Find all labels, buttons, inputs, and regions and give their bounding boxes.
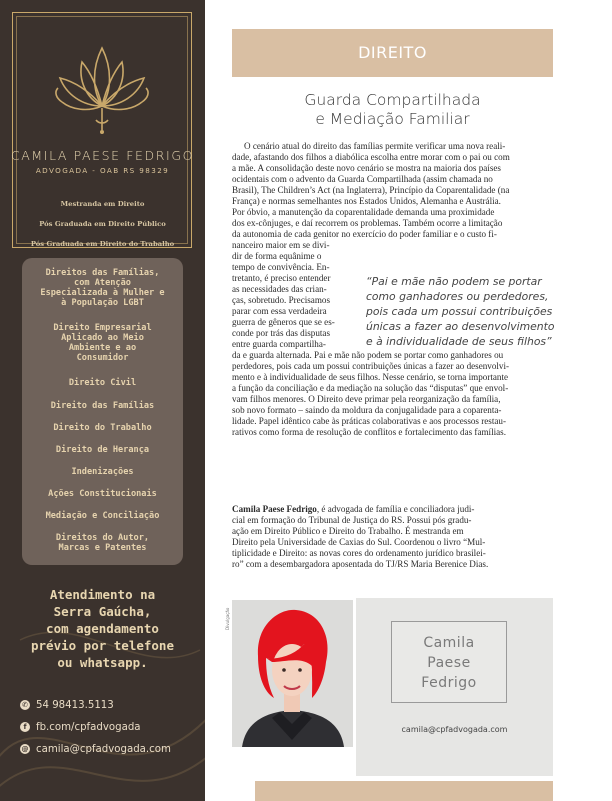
- article-title: [232, 91, 553, 129]
- body-line: dade, afastando dos filhos a diabólica escolha entre morar com o pai ou com: [232, 152, 510, 162]
- body-line: vam filhos menores. O Direito deve primar pela reorganização da família,: [232, 394, 501, 404]
- practice-areas-box: [22, 258, 183, 565]
- practice-area-empresarial: [26, 323, 179, 363]
- footer-accent-bar: [255, 781, 553, 801]
- body-line: rativos como forma de resolução de conflitos e fortalecimento das famílias.: [232, 427, 506, 437]
- body-line: mento e à individualidade de seus filhos. Nesse cenário, se torna importante: [232, 372, 509, 382]
- practice-area-line: Direito das Famílias: [50, 401, 155, 411]
- practice-area-line: Indenizações: [71, 467, 134, 477]
- author-name: [392, 633, 506, 693]
- promo-line: ou whatsapp.: [57, 655, 148, 670]
- appointment-promo: [0, 586, 205, 671]
- pull-quote-line: “Pai e mãe não podem se portar: [366, 275, 542, 288]
- phone-icon: ✆: [20, 700, 30, 710]
- photo-credit: Divulgação: [225, 607, 230, 630]
- body-line: nanceiro maior em se divi-: [232, 240, 330, 250]
- pull-quote-line: pois cada um possui contribuições: [366, 305, 553, 318]
- practice-area-line: Direito Empresarial: [53, 323, 152, 333]
- promo-line: Atendimento na: [49, 587, 156, 602]
- section-title: DIREITO: [358, 43, 427, 62]
- promo-line: Serra Gaúcha,: [53, 604, 152, 619]
- credential-item: Pós Graduada em Direito Público: [39, 220, 166, 228]
- body-line: da autonomia de cada genitor no exercício do poder familiar e o custo fi-: [232, 229, 497, 239]
- bio-line: cial em formação do Tribunal de Justiça do RS. Possui pós gradu-: [232, 515, 472, 525]
- body-line: entre guarda compartilha-: [232, 339, 326, 349]
- body-line: ocidentais com o advento da Guarda Compartilhada (assim chamada no: [232, 174, 493, 184]
- author-name-line: Fedrigo: [421, 675, 477, 691]
- practice-area-line: Ambiente e ao: [68, 343, 137, 353]
- body-line: dos ex-cônjuges, e daí recorrem os problemas. Também ocorre a limitação: [232, 218, 503, 228]
- practice-area-line: Especializada à Mulher e: [40, 288, 165, 298]
- bio-line: tiplicidade e Direito: as novas cores do ordenamento jurídico brasilei-: [232, 548, 486, 558]
- practice-area-line: Mediação e Conciliação: [45, 511, 160, 521]
- body-line: dir de forma equânime o: [232, 251, 322, 261]
- body-line: Brasil), The Children’s Act (na Inglaterra), Princípio da Coparentalidade (na: [232, 185, 510, 195]
- practice-area-line: Direito Civil: [68, 378, 137, 388]
- practice-area-constitucionais: [26, 489, 179, 499]
- contact-facebook[interactable]: [20, 716, 171, 738]
- body-line: O cenário atual do direito das famílias permite verificar uma nova reali-: [244, 141, 506, 151]
- credential-item: Mestranda em Direito: [60, 200, 145, 208]
- contact-phone-text: 54 98413.5113: [36, 699, 114, 711]
- practice-area-mediacao: [26, 511, 179, 521]
- practice-area-line: Direito de Herança: [55, 445, 150, 455]
- body-line: as necessidades das crian-: [232, 284, 327, 294]
- practice-area-line: à População LGBT: [61, 298, 144, 308]
- body-line: França) e normas semelhantes nos Estados Unidos, Alemanha e Austrália.: [232, 196, 501, 206]
- bio-text: , é advogada de família e conciliadora judi-: [316, 504, 475, 514]
- practice-area-autor-marcas: [26, 533, 179, 553]
- practice-area-line: Direitos das Famílias,: [45, 268, 160, 278]
- credential-item: Pós Graduada em Direito do Trabalho: [30, 240, 175, 248]
- body-line: lidade. Papel idêntico cabe às práticas colaborativas e aos processos restau-: [232, 416, 506, 426]
- practice-area-heranca: [26, 445, 179, 455]
- contact-email-text: camila@cpfadvogada.com: [36, 743, 171, 755]
- sidebar: [0, 0, 205, 801]
- lotus-logo-icon: [52, 40, 152, 136]
- bio-line: Direito pela Universidade de Caxias do Sul. Coordenou o livro “Mul-: [232, 537, 486, 547]
- body-line: a mãe. A consolidação deste novo cenário se mostra na maioria dos países: [232, 163, 501, 173]
- practice-area-line: Direito do Trabalho: [53, 423, 152, 433]
- body-line: tempo de convivência. En-: [232, 262, 330, 272]
- body-line: guerra de gêneros que se es-: [232, 317, 335, 327]
- body-line: parar com essa verdadeira: [232, 306, 327, 316]
- contact-facebook-text: fb.com/cpfadvogada: [36, 721, 141, 733]
- author-photo: [232, 600, 353, 747]
- practice-area-line: Marcas e Patentes: [58, 543, 147, 553]
- author-portrait-icon: [232, 600, 353, 747]
- email-icon: @: [21, 745, 29, 753]
- promo-line: prévio por telefone: [31, 638, 174, 653]
- pull-quote-line: e à individualidade de seus filhos”: [366, 335, 552, 348]
- body-line: tretanto, é preciso entender: [232, 273, 331, 283]
- body-line: sob novo formato – saindo da moldura da conjugalidade para a coparenta-: [232, 405, 502, 415]
- body-line: perdedores, pois cada um possui contribuições únicas a fazer ao desenvolvi-: [232, 361, 510, 371]
- practice-area-trabalho: [26, 423, 179, 433]
- author-email-link[interactable]: camila@cpfadvogada.com: [401, 725, 508, 734]
- author-name-box: [391, 621, 507, 703]
- contact-phone[interactable]: [20, 694, 171, 716]
- brand-name: CAMILA PAESE FEDRIGO: [10, 148, 195, 163]
- body-line: Por óbvio, a manutenção da coparentalidade demanda uma proximidade: [232, 207, 495, 217]
- article-title-line: Guarda Compartilhada: [304, 91, 481, 109]
- pull-quote-line: como ganhadores ou perdedores,: [366, 290, 549, 303]
- contact-email[interactable]: [20, 738, 171, 760]
- bio-line: ro” com a desembargadora aposentada do TJ/RS Maria Berenice Dias.: [232, 559, 489, 569]
- facebook-icon: f: [20, 722, 30, 732]
- practice-area-familias: [26, 401, 179, 411]
- contact-list: [20, 694, 171, 760]
- bio-line: [232, 504, 474, 515]
- author-name-line: Paese: [427, 655, 471, 671]
- body-line: a função da conciliação e da mediação na solução das “disputas” que envol-: [232, 383, 509, 393]
- practice-area-line: Ações Constitucionais: [48, 489, 157, 499]
- practice-area-indenizacoes: [26, 467, 179, 477]
- practice-area-line: Direitos do Autor,: [55, 533, 150, 543]
- body-line: ças, sobretudo. Precisamos: [232, 295, 330, 305]
- bio-line: ação em Direito Público e Direito do Trabalho. É mestranda em: [232, 526, 464, 536]
- practice-area-civil: [26, 378, 179, 388]
- author-name-line: Camila: [423, 635, 475, 651]
- section-header-bar: [232, 29, 553, 77]
- practice-area-line: Consumidor: [76, 353, 129, 363]
- article-title-line: e Mediação Familiar: [315, 110, 470, 128]
- body-line: conde por trás das disputas: [232, 328, 330, 338]
- practice-area-familias-mulher-lgbt: [26, 268, 179, 308]
- practice-area-line: Aplicado ao Meio: [61, 333, 144, 343]
- practice-area-line: com Atenção: [74, 278, 131, 288]
- credentials-list: [0, 194, 205, 254]
- promo-line: com agendamento: [46, 621, 159, 636]
- pull-quote-line: únicas a fazer ao desenvolvimento: [366, 320, 555, 333]
- body-line: da e guarda alternada. Pai e mãe não podem se portar como ganhadores ou: [232, 350, 504, 360]
- bio-author-name: Camila Paese Fedrigo: [232, 504, 317, 514]
- brand-subtitle: ADVOGADA - OAB RS 98329: [35, 166, 170, 175]
